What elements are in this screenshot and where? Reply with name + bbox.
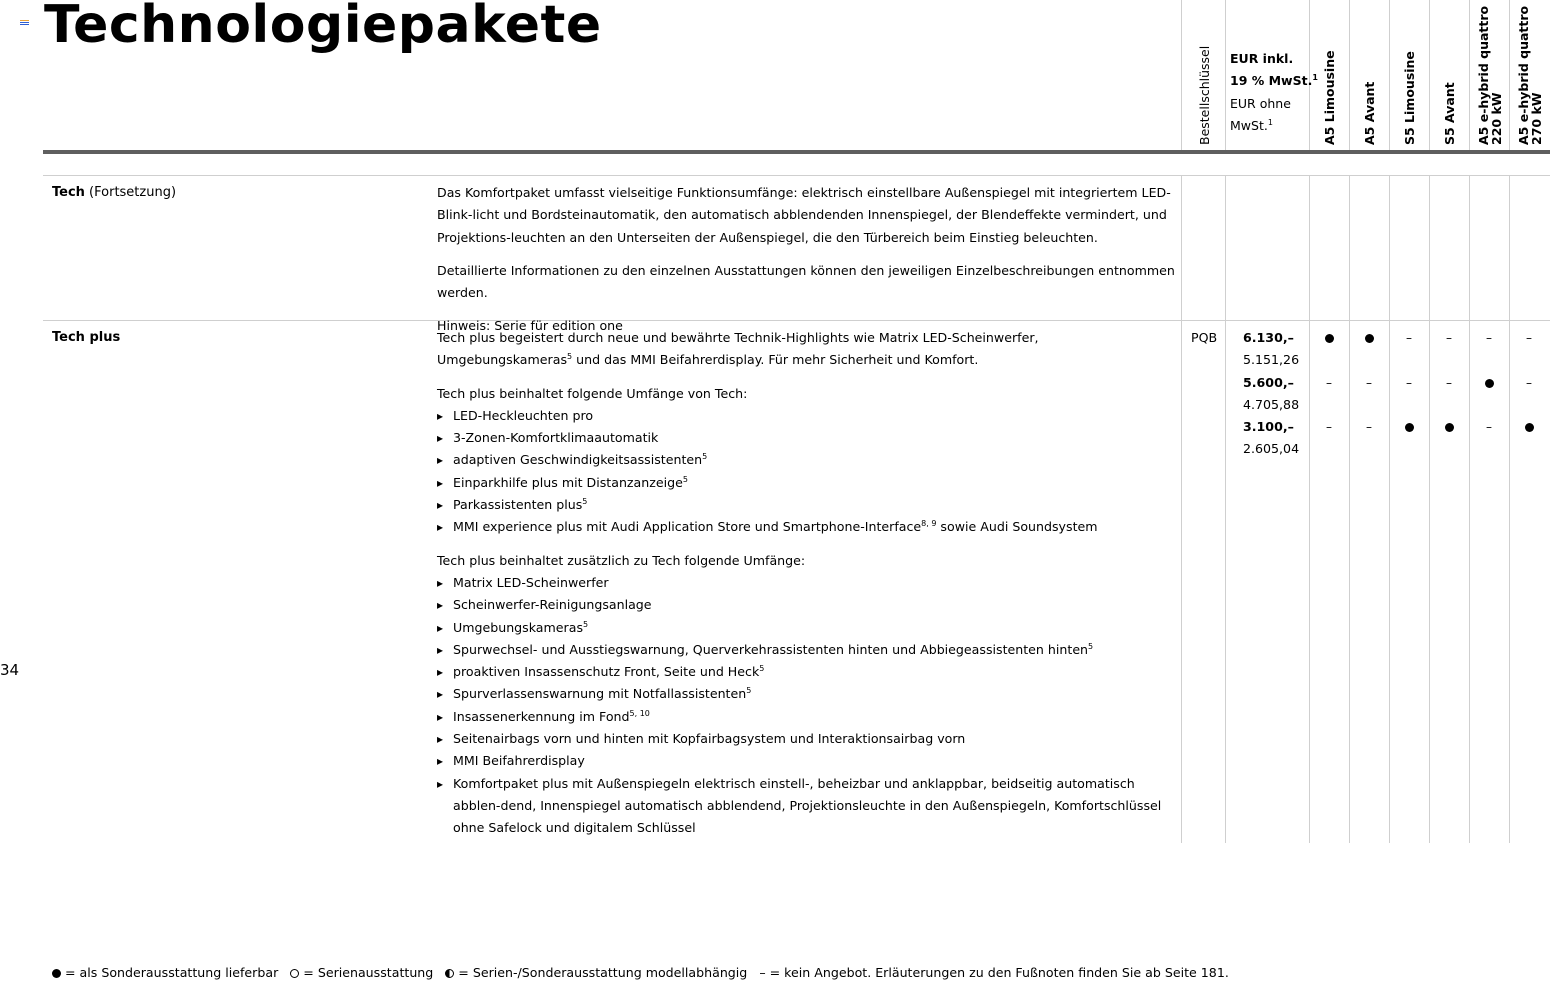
header-divider: [1509, 0, 1510, 152]
open-circle-icon: [290, 969, 299, 978]
filled-circle-icon: [52, 969, 61, 978]
column-header-model: A5 e-hybrid quattro 220 kW: [1476, 5, 1504, 145]
available-dot-icon: [1469, 372, 1509, 394]
available-dot-icon: [1389, 416, 1429, 438]
row-name-tech: Tech (Fortsetzung): [52, 185, 177, 200]
list-item: ▸ proaktiven Insassenschutz Front, Seite und Heck$^5$: [437, 661, 1177, 683]
price-entry: 3.100,– 2.605,04: [1243, 419, 1300, 457]
column-divider: [1429, 175, 1430, 843]
row-divider: [43, 175, 1550, 176]
list-item: ▸ 3-Zonen-Komfortklimaautomatik: [437, 427, 1177, 449]
column-header-model: S5 Avant: [1442, 82, 1457, 145]
column-header-model: S5 Limousine: [1402, 51, 1417, 145]
header-divider: [1349, 0, 1350, 152]
column-header-price: EUR inkl. 19 % MwSt.$^1$ EUR ohne MwSt.$^1$: [1230, 51, 1318, 133]
legend: = als Sonderausstattung lieferbar = Serienausstattung = Serien-/Sonderausstattung modellabhängig – = kein Angebot. Erläuterungen zu den Fußnoten finden Sie ab Seite 181.: [52, 963, 1229, 981]
available-dot-icon: [1509, 416, 1549, 438]
available-dot-icon: [1309, 327, 1349, 349]
menu-icon[interactable]: [20, 20, 29, 26]
additional-features-list: [437, 572, 1177, 840]
column-divider: [1469, 175, 1470, 843]
column-header-model: A5 Limousine: [1322, 50, 1337, 145]
list-item: ▸ Umgebungskameras$^5$: [437, 617, 1177, 639]
page-title: Technologiepakete: [44, 0, 602, 55]
column-header-model: A5 e-hybrid quattro 270 kW: [1516, 5, 1544, 145]
available-dot-icon: [1429, 416, 1469, 438]
list-item: ▸ Seitenairbags vorn und hinten mit Kopfairbagsystem und Interaktionsairbag vorn: [437, 728, 1177, 750]
included-tech-list: [437, 405, 1177, 539]
not-offered-dash: –: [1446, 375, 1452, 390]
not-offered-dash: –: [1406, 375, 1412, 390]
not-offered-dash: –: [1326, 375, 1332, 390]
not-offered-dash: –: [1446, 331, 1452, 345]
list-item: ▸ LED-Heckleuchten pro: [437, 405, 1177, 427]
not-offered-dash: –: [1366, 420, 1372, 435]
column-divider: [1389, 175, 1390, 843]
column-header-order-key: Bestellschlüssel: [1197, 45, 1212, 145]
order-code: PQB: [1191, 330, 1218, 345]
column-divider: [1225, 175, 1226, 843]
list-item: ▸ Einparkhilfe plus mit Distanzanzeige$^5$: [437, 472, 1177, 494]
list-item: ▸ MMI Beifahrerdisplay: [437, 750, 1177, 772]
price-entry: 5.600,– 4.705,88: [1243, 374, 1300, 412]
column-divider: [1509, 175, 1510, 843]
header-divider: [1429, 0, 1430, 152]
row-name-tech-plus: Tech plus: [52, 330, 121, 345]
not-offered-dash: –: [1366, 375, 1372, 390]
list-item: ▸ Insassenerkennung im Fond$^{5, 10}$: [437, 706, 1177, 728]
header-divider: [1181, 0, 1182, 152]
not-offered-dash: –: [1526, 331, 1532, 345]
price-entry: 6.130,– 5.151,26: [1243, 330, 1300, 368]
not-offered-dash: –: [1486, 331, 1492, 345]
row-description-tech-plus: Tech plus begeistert durch neue und bewährte Technik-Highlights wie Matrix LED-Scheinwerfer, Umgebungskameras$^5$ und das MMI Beifahrerdisplay. Für mehr Sicherheit und Komfort. Tech plus beinhaltet folgende Umfänge von Tech: ▸ LED-Heckleuchten pro ▸ 3-Zonen-Komfortklimaautomatik ▸ adaptiven Geschwindigkeitsassistenten$^5$ ▸ Einparkhilfe plus mit Distanzanzeige$^5$ ▸ Parkassistenten plus$^5$ ▸ MMI experience plus mit Audi Application Store und Smartphone-Interface$^{8, 9}$ sowie Audi Soundsystem Tech plus beinhaltet zusätzlich zu Tech folgende Umfänge: ▸ Matrix LED-Scheinwerfer ▸ Scheinwerfer-Reinigungsanlage ▸ Umgebungskameras$^5$ ▸ Spurwechsel- und Ausstiegswarnung, Querverkehrassistenten hinten und Abbiegeassistenten hinten$^5$ ▸ proaktiven Insassenschutz Front, Seite und Heck$^5$ ▸ Spurverlassenswarnung mit Notfallassistenten$^5$ ▸ Insassenerkennung im Fond$^{5, 10}$ ▸ Seitenairbags vorn und hinten mit Kopfairbagsystem und Interaktionsairbag vorn ▸ MMI Beifahrerdisplay ▸ Komfortpaket plus mit Außenspiegeln elektrisch einstell-, beheizbar und anklappbar, beidseitig automatisch abblen-dend, Innenspiegel automatisch abblendend, Projektionsleuchte in den Außenspiegeln, Komfortschlüssel ohne Safelock und digitalem Schlüssel: [437, 327, 1177, 851]
available-dot-icon: [1349, 327, 1389, 349]
list-item: ▸ MMI experience plus mit Audi Application Store und Smartphone-Interface$^{8, 9}$ sowie Audi Soundsystem: [437, 516, 1177, 538]
column-header-model: A5 Avant: [1362, 81, 1377, 145]
header-divider: [1225, 0, 1226, 152]
not-offered-dash: –: [1406, 331, 1412, 345]
not-offered-dash: –: [1486, 420, 1492, 435]
column-divider: [1181, 175, 1182, 843]
list-item: ▸ Parkassistenten plus$^5$: [437, 494, 1177, 516]
header-rule: [43, 150, 1550, 154]
row-description-tech: Das Komfortpaket umfasst vielseitige Funktionsumfänge: elektrisch einstellbare Außenspiegel mit integriertem LED-Blink-licht und Bordsteinautomatik, den automatisch abblendenden Innenspiegel, der Blendeffekte vermindert, und Projektions-leuchten an den Unterseiten der Außenspiegel, die den Türbereich beim Einstieg beleuchten. Detaillierte Informationen zu den einzelnen Ausstattungen können den jeweiligen Einzelbeschreibungen entnommen werden. Hinweis: Serie für edition one: [437, 185, 1175, 334]
list-item: ▸ Spurwechsel- und Ausstiegswarnung, Querverkehrassistenten hinten und Abbiegeassistenten hinten$^5$: [437, 639, 1177, 661]
not-offered-dash: –: [1526, 375, 1532, 390]
header-divider: [1389, 0, 1390, 152]
not-offered-dash: –: [1326, 420, 1332, 435]
list-item: ▸ Komfortpaket plus mit Außenspiegeln elektrisch einstell-, beheizbar und anklappbar, beidseitig automatisch abblen-dend, Innenspiegel automatisch abblendend, Projektionsleuchte in den Außenspiegeln, Komfortschlüssel ohne Safelock und digitalem Schlüssel: [437, 773, 1177, 840]
header-divider: [1469, 0, 1470, 152]
list-item: ▸ adaptiven Geschwindigkeitsassistenten$^5$: [437, 449, 1177, 471]
list-item: ▸ Scheinwerfer-Reinigungsanlage: [437, 594, 1177, 616]
page-number: 34: [0, 661, 20, 679]
list-item: ▸ Spurverlassenswarnung mit Notfallassistenten$^5$: [437, 683, 1177, 705]
half-circle-icon: [445, 969, 454, 978]
column-divider: [1309, 175, 1310, 843]
column-divider: [1349, 175, 1350, 843]
list-item: ▸ Matrix LED-Scheinwerfer: [437, 572, 1177, 594]
